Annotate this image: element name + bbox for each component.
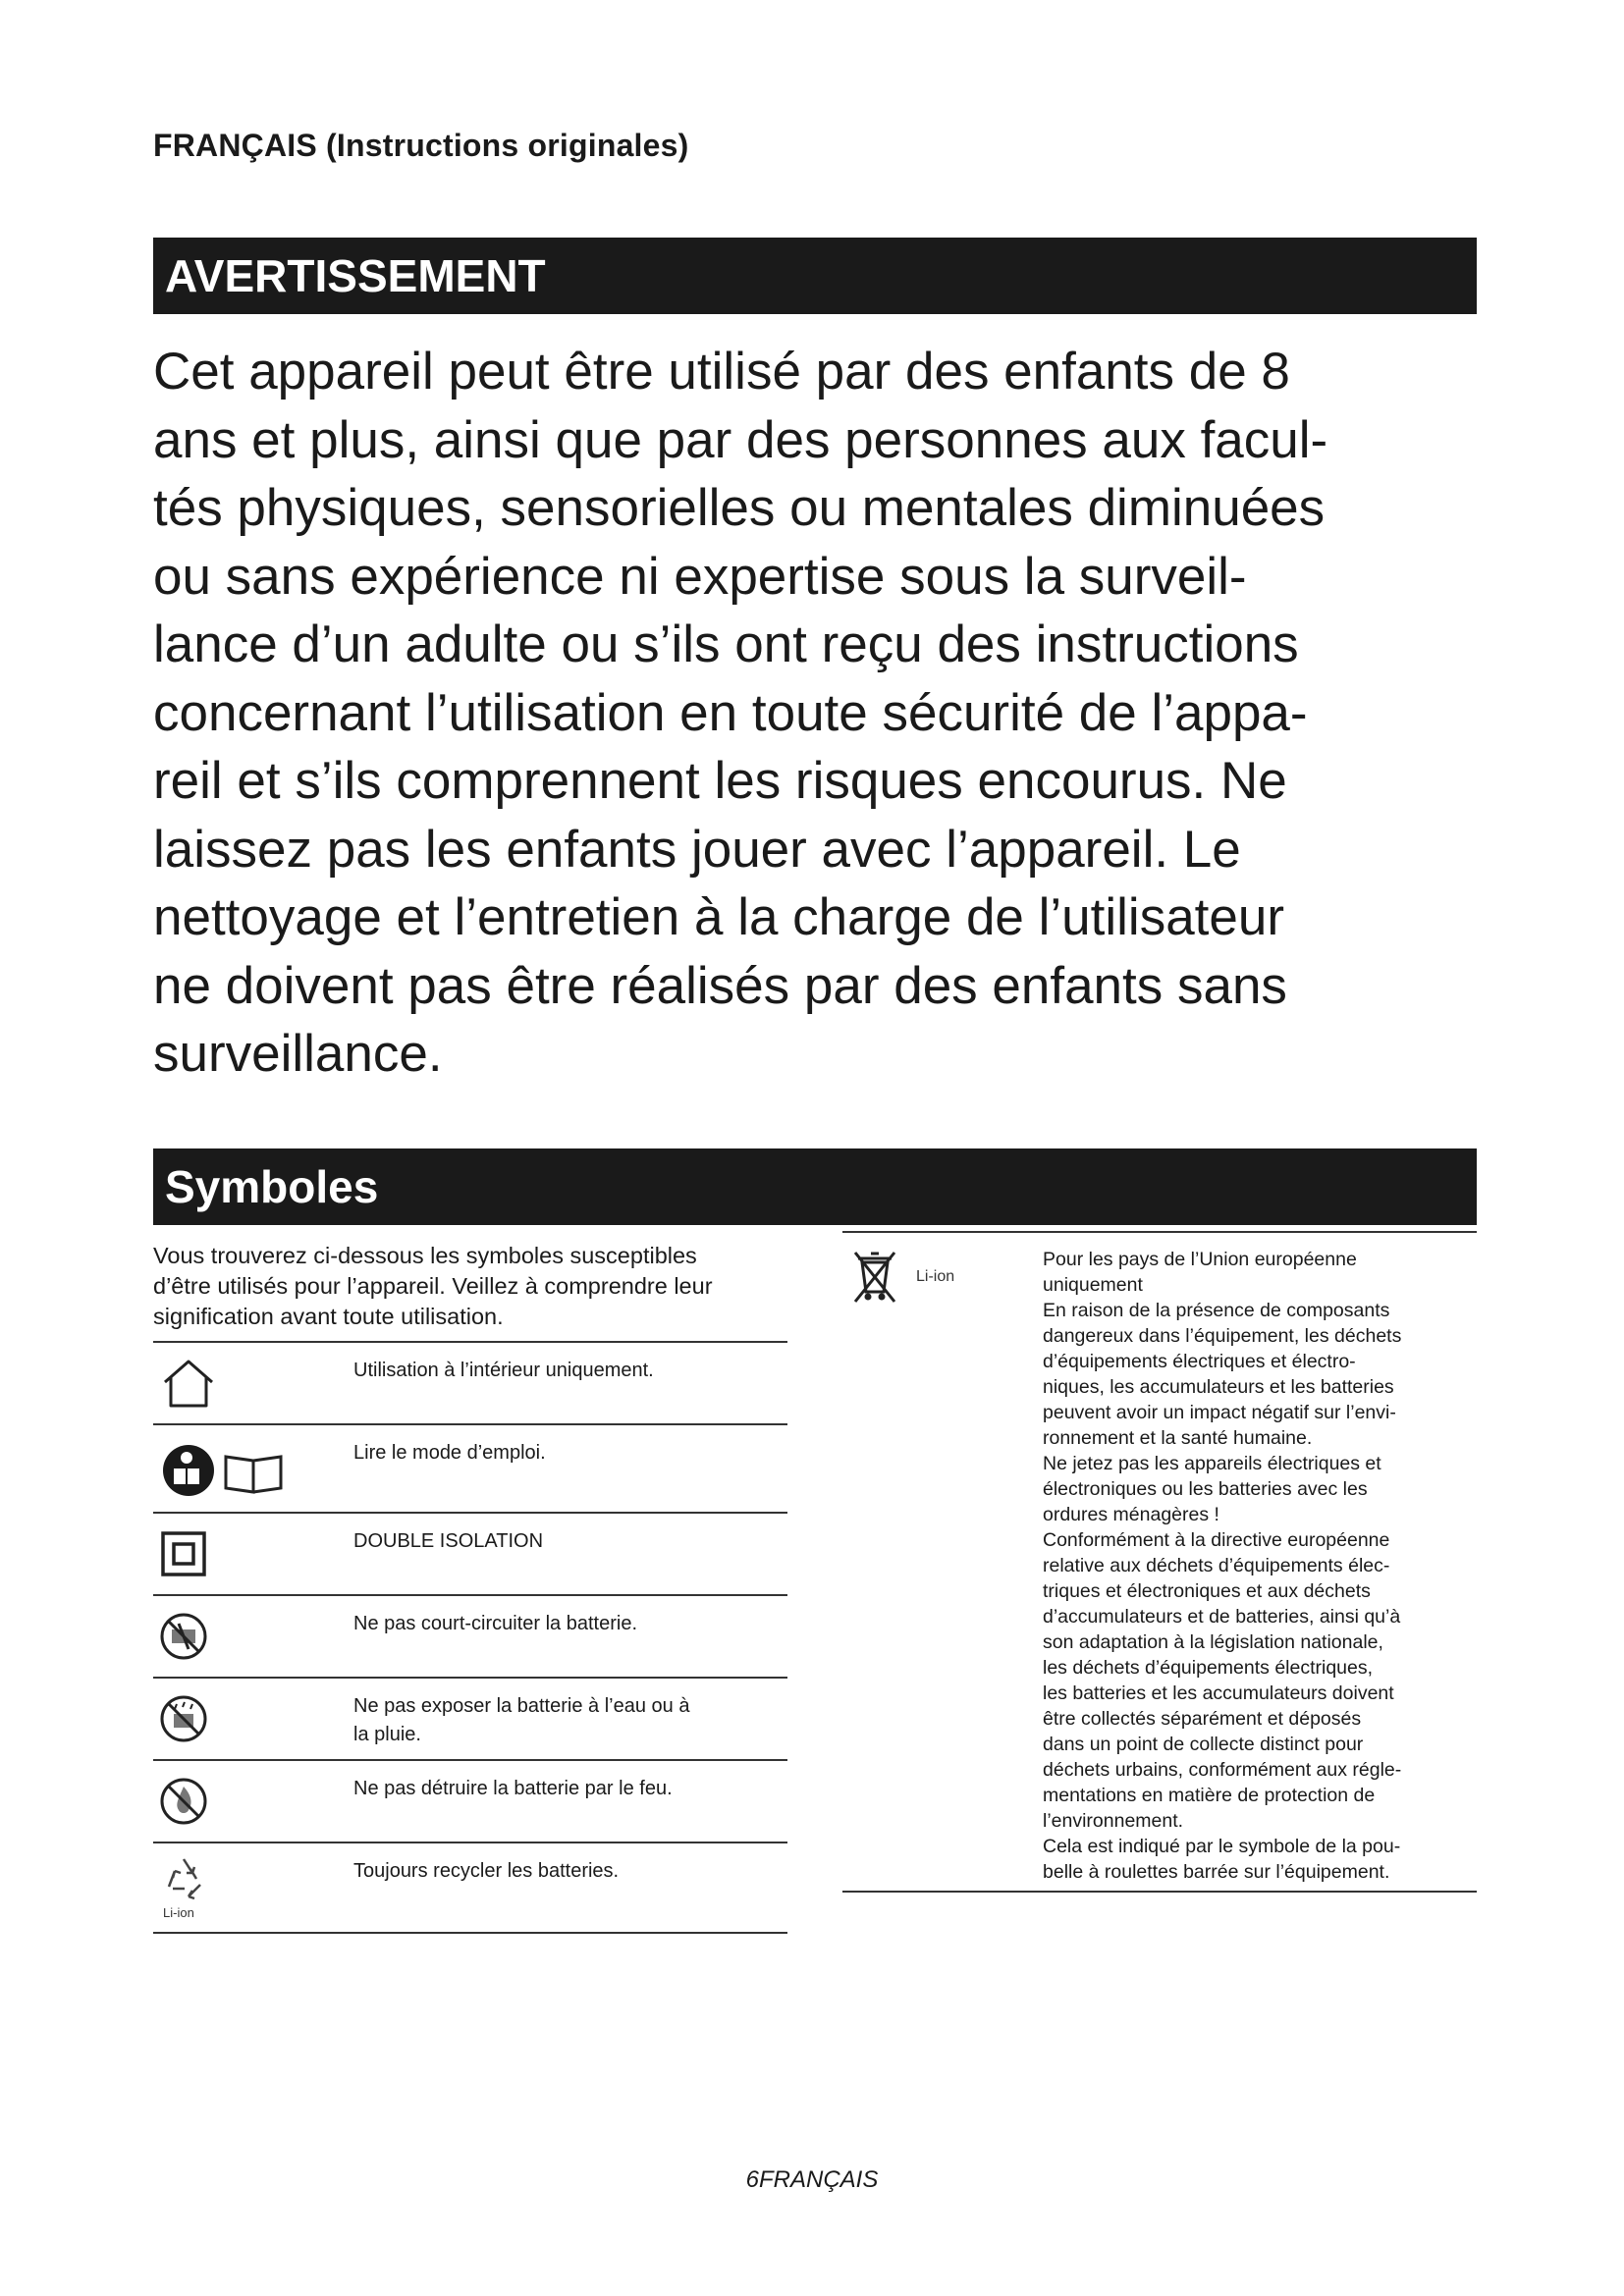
symbol-label: Utilisation à l’intérieur uniquement. <box>353 1360 654 1381</box>
symbol-row-water <box>153 1677 787 1759</box>
symbols-intro <box>153 1241 787 1341</box>
weee-box <box>842 1231 1477 1883</box>
crossed-bin-icon <box>852 1249 897 1310</box>
recycle-caption: Li-ion <box>163 1905 194 1920</box>
symbol-label: Ne pas court-circuiter la batterie. <box>353 1613 638 1634</box>
intro-line: d’être utilisés pour l’appareil. Veillez à comprendre leur <box>153 1273 713 1299</box>
warning-line: Cet appareil peut être utilisé par des enfants de 8 <box>153 343 1290 400</box>
warning-line: tés physiques, sensorielles ou mentales diminuées <box>153 479 1326 537</box>
page-footer: 6FRANÇAIS <box>745 2166 879 2193</box>
symbol-label: Ne pas exposer la batterie à l’eau ou à la pluie. <box>353 1695 690 1745</box>
symbol-row-fire <box>153 1759 787 1842</box>
table-bottom-rule <box>153 1932 787 1934</box>
weee-liion-tag: Li-ion <box>916 1268 955 1285</box>
warning-line: reil et s’ils comprennent les risques encourus. Ne <box>153 752 1287 810</box>
recycle-icon <box>159 1853 208 1920</box>
symbol-label: DOUBLE ISOLATION <box>353 1530 544 1552</box>
warning-line: surveillance. <box>153 1025 443 1083</box>
symbol-label: Ne pas détruire la batterie par le feu. <box>353 1778 673 1799</box>
double-insulation-icon <box>159 1529 208 1583</box>
warning-heading: AVERTISSEMENT <box>153 238 1477 314</box>
warning-line: ou sans expérience ni expertise sous la surveil- <box>153 547 1247 606</box>
warning-text <box>153 338 1489 1089</box>
symbol-row-double-insulation <box>153 1512 787 1594</box>
symbols-heading: Symboles <box>153 1148 1477 1225</box>
symbol-row-manual <box>153 1423 787 1512</box>
weee-text: Pour les pays de l’Union européenne uniquement En raison de la présence de composants dangereux dans l’équipement, les déchets d’équipements électriques et électro- niques, les accumulateurs et les batteries peuvent avoir un impact négatif sur l’envi- ronnement et la santé humaine. Ne jetez pas les appareils électriques et électroniques ou les batteries avec les ordures ménagères ! Conformément à la directive européenne relative aux déchets d’équipements élec- triques et électroniques et aux déchets d’accumulateurs et de batteries, ainsi qu’à son adaptation à la législation nationale, les déchets d’équipements électriques, les batteries et les accumulateurs doivent être collectés séparément et déposés dans un point de collecte distinct pour déchets urbains, conformément aux régle- mentations en matière de protection de l’environnement. Cela est indiqué par le symbole de la pou- belle à roulettes barrée sur l’équipement. <box>1043 1249 1402 1883</box>
warning-line: laissez pas les enfants jouer avec l’appareil. Le <box>153 820 1241 879</box>
no-short-circuit-icon <box>159 1612 208 1666</box>
weee-bottom-rule <box>842 1891 1477 1893</box>
no-water-icon <box>159 1694 208 1748</box>
no-fire-icon <box>159 1777 208 1831</box>
read-manual-icon <box>159 1441 297 1505</box>
warning-line: concernant l’utilisation en toute sécurité de l’appa- <box>153 683 1308 742</box>
symbol-row-indoor <box>153 1341 787 1423</box>
symbol-row-short-circuit <box>153 1594 787 1677</box>
intro-line: signification avant toute utilisation. <box>153 1304 504 1329</box>
symbols-table <box>153 1241 787 1934</box>
warning-line: lance d’un adulte ou s’ils ont reçu des instructions <box>153 615 1299 673</box>
warning-line: nettoyage et l’entretien à la charge de l’utilisateur <box>153 888 1284 946</box>
warning-line: ne doivent pas être réalisés par des enfants sans <box>153 956 1287 1015</box>
symbol-row-recycle <box>153 1842 787 1932</box>
symbol-label: Toujours recycler les batteries. <box>353 1860 620 1882</box>
symbol-label: Lire le mode d’emploi. <box>353 1442 546 1464</box>
intro-line: Vous trouverez ci-dessous les symboles susceptibles <box>153 1243 697 1268</box>
warning-line: ans et plus, ainsi que par des personnes aux facul- <box>153 410 1328 469</box>
indoor-house-icon <box>159 1357 218 1416</box>
page-header: FRANÇAIS (Instructions originales) <box>153 128 689 163</box>
